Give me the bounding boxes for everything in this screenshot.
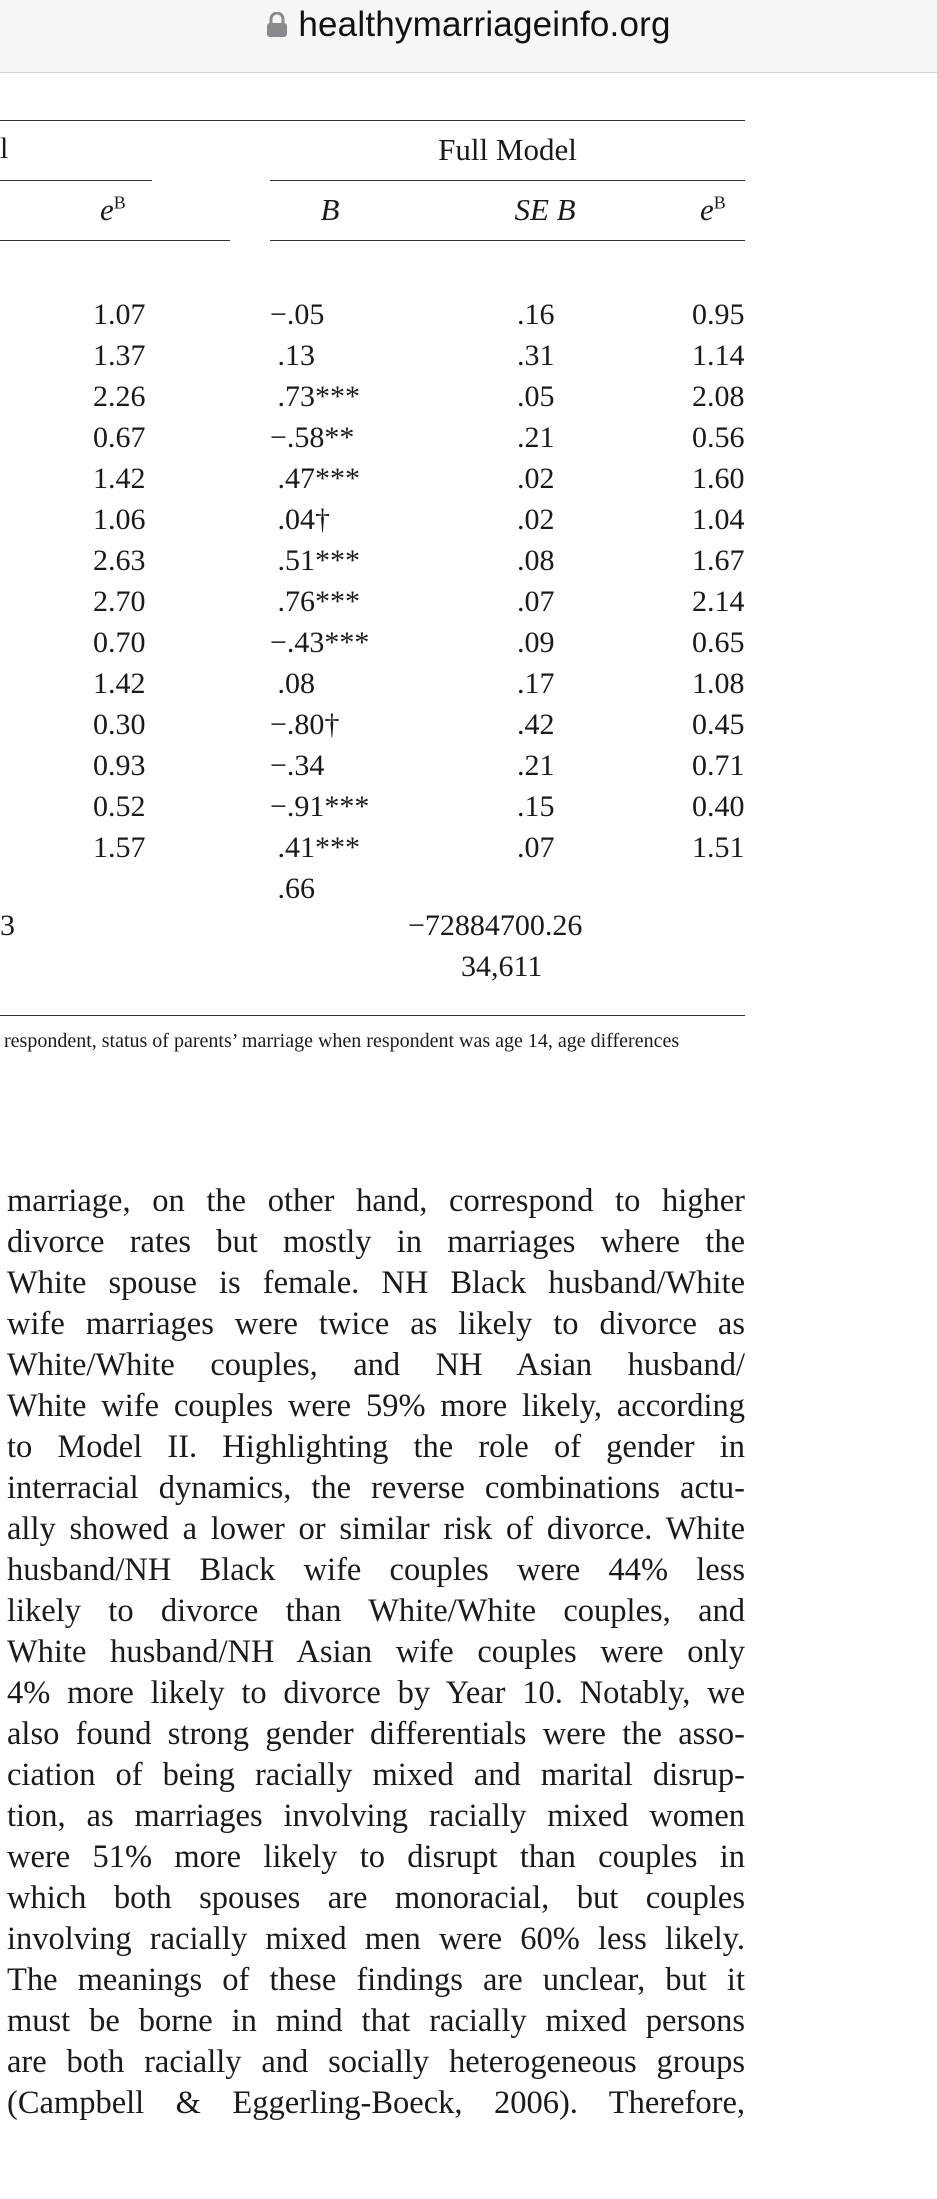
left-eb-cell: 1.42 [93,667,146,700]
browser-address-bar[interactable] [0,0,937,73]
left-eb-cell: 0.30 [93,708,146,741]
url-container[interactable] [0,0,937,50]
right-eb-cell: 0.56 [692,421,745,454]
b-cell: .76*** [270,585,360,618]
body-line: divorce rates but mostly in marriages where the [7,1224,745,1260]
left-eb-cell: 2.70 [93,585,146,618]
right-eb-header [700,192,750,228]
body-line: White husband/NH Asian wife couples were only [7,1634,745,1670]
b-cell: .47*** [270,462,360,495]
body-line: ciation of being racially mixed and marital disrup- [7,1757,745,1793]
body-line: White/White couples, and NH Asian husband/ [7,1347,745,1383]
se-b-cell: .05 [517,380,555,413]
left-eb-header [100,192,150,228]
right-eb-cell: 0.71 [692,749,745,782]
log-likelihood-stub: 3 [0,909,15,942]
body-line: 4% more likely to divorce by Year 10. Notably, we [7,1675,745,1711]
sample-size-value: 34,611 [461,950,543,983]
url-text[interactable]: healthymarriageinfo.org [298,5,671,44]
right-eb-cell: 1.60 [692,462,745,495]
b-cell: .73*** [270,380,360,413]
right-eb-letter: e [700,192,714,227]
body-line: involving racially mixed men were 60% less likely. [7,1921,745,1957]
se-b-column [517,294,577,868]
article-body [7,1181,745,2124]
right-eb-cell: 1.14 [692,339,745,372]
right-eb-cell: 1.08 [692,667,745,700]
se-b-cell: .02 [517,503,555,536]
left-eb-sup: B [113,192,126,213]
se-b-cell: .42 [517,708,555,741]
se-b-cell: .02 [517,462,555,495]
right-eb-cell: 0.45 [692,708,745,741]
table-note: respondent, status of parents’ marriage when respondent was age 14, age differences [4,1030,680,1052]
body-line: marriage, on the other hand, correspond to higher [7,1183,745,1219]
right-eb-column [692,294,752,868]
b-header [300,192,360,228]
lock-icon [266,12,288,38]
b-cell: .41*** [270,831,360,864]
se-b-cell: .16 [517,298,555,331]
left-model-underline [0,180,152,181]
se-b-cell: .21 [517,749,555,782]
body-line: (Campbell & Eggerling-Boeck, 2006). Therefore, [7,2085,745,2121]
body-line: The meanings of these findings are unclear, but it [7,1962,745,1998]
left-eb-column [93,294,153,868]
body-line: White spouse is female. NH Black husband/White [7,1265,745,1301]
b-column [270,294,420,909]
left-eb-cell: 1.42 [93,462,146,495]
left-eb-cell: 2.63 [93,544,146,577]
body-line: husband/NH Black wife couples were 44% less [7,1552,745,1588]
se-b-cell: .17 [517,667,555,700]
left-eb-cell: 0.93 [93,749,146,782]
body-line: ally showed a lower or similar risk of divorce. White [7,1511,745,1547]
left-eb-cell: 1.06 [93,503,146,536]
left-eb-cell: 0.70 [93,626,146,659]
right-eb-cell: 0.40 [692,790,745,823]
body-line: wife marriages were twice as likely to divorce as [7,1306,745,1342]
se-b-cell: .15 [517,790,555,823]
left-eb-cell: 2.26 [93,380,146,413]
se-b-cell: .21 [517,421,555,454]
left-eb-cell: 1.37 [93,339,146,372]
b-cell: .51*** [270,544,360,577]
b-cell: −.05 [270,298,325,331]
se-b-cell: .07 [517,585,555,618]
right-eb-cell: 2.08 [692,380,745,413]
body-line: likely to divorce than White/White couples, and [7,1593,745,1629]
log-likelihood-value: −72884700.26 [408,909,583,942]
left-eb-cell: 1.07 [93,298,146,331]
left-eb-letter: e [100,192,114,227]
right-eb-cell: 0.95 [692,298,745,331]
body-line: must be borne in mind that racially mixed persons [7,2003,745,2039]
b-cell: .66 [270,872,315,905]
se-b-cell: .07 [517,831,555,864]
se-b-header [495,192,595,228]
table-top-rule [0,120,745,121]
header-bottom-rule-left [0,240,230,241]
right-eb-cell: 1.04 [692,503,745,536]
table-bottom-rule [0,1015,745,1016]
right-eb-cell: 1.51 [692,831,745,864]
se-b-cell: .08 [517,544,555,577]
body-line: also found strong gender differentials were the asso- [7,1716,745,1752]
b-cell: −.58** [270,421,355,454]
b-cell: −.43*** [270,626,370,659]
right-eb-sup: B [713,192,726,213]
left-stub-fragment: l [0,132,9,165]
body-line: White wife couples were 59% more likely, according [7,1388,745,1424]
se-b-cell: .31 [517,339,555,372]
full-model-underline [270,180,745,181]
b-header-label: B [320,192,340,227]
se-b-cell: .09 [517,626,555,659]
left-eb-cell: 0.52 [93,790,146,823]
left-eb-cell: 1.57 [93,831,146,864]
b-cell: −.91*** [270,790,370,823]
body-line: were 51% more likely to disrupt than couples in [7,1839,745,1875]
se-b-header-label: SE B [514,192,576,227]
b-cell: .13 [270,339,315,372]
body-line: are both racially and socially heterogeneous groups [7,2044,745,2080]
left-eb-cell: 0.67 [93,421,146,454]
right-eb-cell: 1.67 [692,544,745,577]
b-cell: .04† [270,503,330,536]
body-line: interracial dynamics, the reverse combinations actu- [7,1470,745,1506]
b-cell: −.80† [270,708,340,741]
full-model-header: Full Model [438,132,577,167]
b-cell: .08 [270,667,315,700]
right-eb-cell: 2.14 [692,585,745,618]
right-eb-cell: 0.65 [692,626,745,659]
body-line: tion, as marriages involving racially mixed women [7,1798,745,1834]
header-bottom-rule-right [270,240,745,241]
body-line: to Model II. Highlighting the role of gender in [7,1429,745,1465]
body-line: which both spouses are monoracial, but couples [7,1880,745,1916]
b-cell: −.34 [270,749,325,782]
